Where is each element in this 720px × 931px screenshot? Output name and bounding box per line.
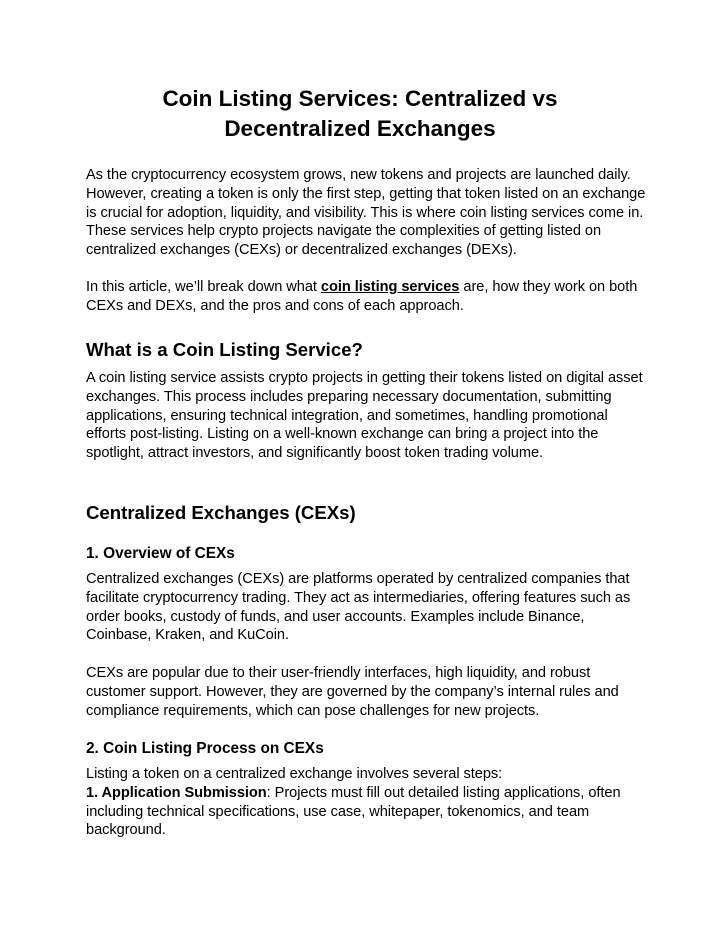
overview-paragraph-2: CEXs are popular due to their user-friendly interfaces, high liquidity, and robust customer support. However, they are governed by the company’s internal rules and compliance requirements, which can pose challenges for new projects. bbox=[86, 665, 619, 719]
article-text-after: are, how they work on both CEXs and DEXs, and the pros and cons of each approach. bbox=[86, 279, 638, 314]
overview-heading: 1. Overview of CEXs bbox=[86, 545, 235, 562]
what-is-heading: What is a Coin Listing Service? bbox=[86, 339, 363, 360]
process-paragraph bbox=[86, 765, 646, 840]
article-text-before: In this article, we’ll break down what bbox=[86, 279, 321, 295]
intro-paragraph: As the cryptocurrency ecosystem grows, new tokens and projects are launched daily. However, creating a token is only the first step, getting that token listed on an exchange is crucial for adoption, liquidity, and visibility. This is where coin listing services come in. These services help crypto projects navigate the complexities of getting listed on centralized exchanges (CEXs) or decentralized exchanges (DEXs). bbox=[86, 167, 646, 259]
coin-listing-services-link[interactable]: coin listing services bbox=[320, 279, 460, 295]
overview-paragraph-1: Centralized exchanges (CEXs) are platforms operated by centralized companies that facilitate cryptocurrency trading. They act as intermediaries, offering features such as order books, custody of funds, and user accounts. Examples include Binance, Coinbase, Kraken, and KuCoin. bbox=[86, 571, 631, 644]
step-1-label: 1. Application Submission bbox=[86, 784, 267, 801]
title-line-1: Coin Listing Services: Centralized vs bbox=[162, 86, 558, 111]
title-line-2: Decentralized Exchanges bbox=[224, 116, 496, 141]
document-title bbox=[86, 84, 634, 144]
cex-heading: Centralized Exchanges (CEXs) bbox=[86, 502, 356, 523]
step-1-text: : Projects must fill out detailed listing applications, often including technical specifications, use case, whitepaper, tokenomics, and team background. bbox=[86, 784, 621, 839]
process-intro: Listing a token on a centralized exchange involves several steps: bbox=[86, 766, 503, 782]
article-paragraph bbox=[86, 278, 646, 316]
process-heading: 2. Coin Listing Process on CEXs bbox=[86, 740, 324, 757]
what-is-paragraph: A coin listing service assists crypto projects in getting their tokens listed on digital asset exchanges. This process includes preparing necessary documentation, submitting applications, ensuring technical integration, and sometimes, handling promotional efforts post-listing. Listing on a well-known exchange can bring a project into the spotlight, attract investors, and significantly boost token trading volume. bbox=[86, 370, 643, 462]
